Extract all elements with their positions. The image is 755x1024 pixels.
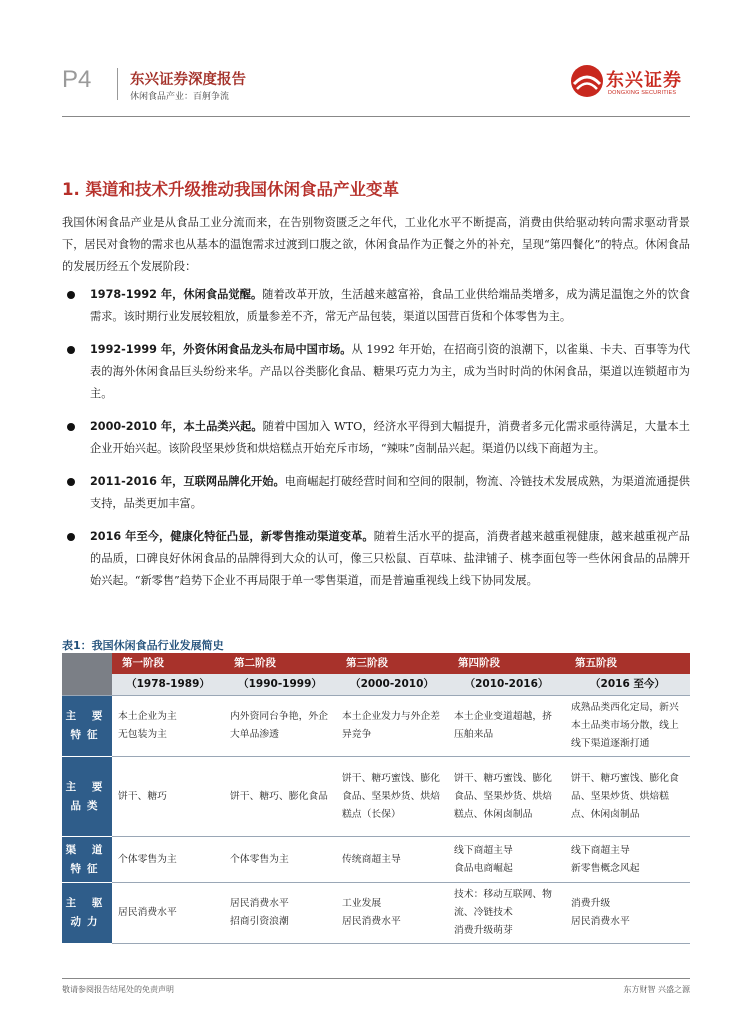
bullet-dot-icon [67, 423, 75, 431]
table-cell: 本土企业为主 无包装为主 [112, 696, 224, 757]
stage-header: 第四阶段 （2010-2016） [448, 653, 565, 696]
header-rule [62, 116, 690, 117]
table-row [62, 696, 690, 757]
table-caption: 表1：我国休闲食品行业发展简史 [62, 639, 224, 652]
section-title: 1. 渠道和技术升级推动我国休闲食品产业变革 [62, 180, 399, 199]
report-subtitle: 休闲食品产业：百舸争流 [130, 92, 230, 102]
logo-text-en: DONGXING SECURITIES [608, 90, 677, 96]
stage-header: 第二阶段 （1990-1999） [224, 653, 336, 696]
history-table [62, 653, 690, 944]
list-item [62, 471, 690, 515]
bullet-dot-icon [67, 346, 75, 354]
report-title: 东兴证券深度报告 [130, 72, 246, 88]
bullet-text: 随着生活水平的提高，消费者越来越重视健康，越来越重视产品的品质，口碑良好休闲食品的品牌得到大众的认可，像三只松鼠、百草味、盐津铺子、桃李面包等一些休闲食品的品牌开始兴起。“新零售”趋势下企业不再局限于单一零售渠道，而是普遍重视线上线下协同发展。 [90, 530, 690, 587]
bullet-text: 电商崛起打破经营时间和空间的限制，物流、冷链技术发展成熟，为渠道流通提供支持，品类更加丰富。 [90, 475, 690, 510]
list-item [62, 416, 690, 460]
bullet-lead: 2016 年至今，健康化特征凸显，新零售推动渠道变革。 [90, 530, 374, 543]
table-cell: 本土企业变道超越，挤压舶来品 [448, 696, 565, 757]
table-cell: 饼干、糖巧、膨化食品 [224, 757, 336, 837]
footer-slogan: 东方财智 兴盛之源 [623, 985, 690, 994]
disclaimer-note: 敬请参阅报告结尾处的免责声明 [62, 985, 174, 994]
table-cell: 传统商超主导 [336, 837, 448, 883]
row-header: 主 要 特征 [62, 696, 112, 757]
bullet-text: 随着改革开放，生活越来越富裕，食品工业供给端品类增多，成为满足温饱之外的饮食需求。该时期行业发展较粗放，质量参差不齐，常无产品包装，渠道以国营百货和个体零售为主。 [90, 288, 690, 323]
bullet-lead: 2000-2010 年，本土品类兴起。 [90, 420, 263, 433]
table-cell: 技术：移动互联网、物流、冷链技术 消费升级萌芽 [448, 883, 565, 944]
table-cell: 线下商超主导 食品电商崛起 [448, 837, 565, 883]
list-item [62, 339, 690, 405]
row-header: 主 驱 动力 [62, 883, 112, 944]
table-row [62, 883, 690, 944]
table-cell: 饼干、糖巧蜜饯、膨化食品、坚果炒货、烘焙糕点、休闲卤制品 [565, 757, 690, 837]
row-header: 主 要 品类 [62, 757, 112, 837]
row-header: 渠 道 特征 [62, 837, 112, 883]
stage-bullet-list [62, 284, 690, 603]
bullet-text: 从 1992 年开始，在招商引资的浪潮下，以雀巢、卡夫、百事等为代表的海外休闲食品巨头纷纷来华。产品以谷类膨化食品、糖果巧克力为主，成为当时时尚的休闲食品，渠道以连锁超市为主。 [90, 343, 690, 400]
footer-rule [62, 978, 690, 979]
page-header [62, 64, 690, 110]
stage-header: 第一阶段 （1978-1989） [112, 653, 224, 696]
table-row [62, 837, 690, 883]
table-cell: 消费升级 居民消费水平 [565, 883, 690, 944]
header-divider [117, 68, 118, 100]
table-header-row [62, 653, 690, 696]
table-cell: 个体零售为主 [224, 837, 336, 883]
bullet-dot-icon [67, 478, 75, 486]
bullet-lead: 2011-2016 年，互联网品牌化开始。 [90, 475, 285, 488]
bullet-lead: 1978-1992 年，休闲食品觉醒。 [90, 288, 263, 301]
bullet-lead: 1992-1999 年，外资休闲食品龙头布局中国市场。 [90, 343, 352, 356]
table-row [62, 757, 690, 837]
list-item [62, 284, 690, 328]
table-cell: 饼干、糖巧蜜饯、膨化食品、坚果炒货、烘焙糕点、休闲卤制品 [448, 757, 565, 837]
page-number: P4 [62, 66, 92, 93]
company-logo [570, 64, 690, 104]
table-cell: 工业发展 居民消费水平 [336, 883, 448, 944]
table-cell: 饼干、糖巧蜜饯、膨化食品、坚果炒货、烘焙糕点（长保） [336, 757, 448, 837]
list-item [62, 526, 690, 592]
table-cell: 居民消费水平 招商引资浪潮 [224, 883, 336, 944]
table-corner [62, 653, 112, 696]
table-cell: 居民消费水平 [112, 883, 224, 944]
logo-mark-icon [570, 64, 604, 98]
stage-header: 第五阶段 （2016 至今） [565, 653, 690, 696]
table-cell: 线下商超主导 新零售概念风起 [565, 837, 690, 883]
table-cell: 本土企业发力与外企差异竞争 [336, 696, 448, 757]
table-cell: 个体零售为主 [112, 837, 224, 883]
logo-text-cn: 东兴证券 [606, 70, 682, 91]
table-cell: 饼干、糖巧 [112, 757, 224, 837]
table-cell: 成熟品类西化定局，新兴本土品类市场分散，线上线下渠道逐渐打通 [565, 696, 690, 757]
bullet-dot-icon [67, 291, 75, 299]
table-cell: 内外资同台争艳，外企大单品渗透 [224, 696, 336, 757]
intro-paragraph: 我国休闲食品产业是从食品工业分流而来，在告别物资匮乏之年代，工业化水平不断提高，消费由供给驱动转向需求驱动背景下，居民对食物的需求也从基本的温饱需求过渡到口腹之欲，休闲食品作为正餐之外的补充，呈现“第四餐化”的特点。休闲食品的发展历经五个发展阶段： [62, 216, 690, 273]
bullet-text: 随着中国加入 WTO，经济水平得到大幅提升，消费者多元化需求亟待满足，大量本土企业开始兴起。该阶段坚果炒货和烘焙糕点开始充斥市场，“辣味”卤制品兴起。渠道仍以线下商超为主。 [90, 420, 690, 455]
bullet-dot-icon [67, 533, 75, 541]
stage-header: 第三阶段 （2000-2010） [336, 653, 448, 696]
